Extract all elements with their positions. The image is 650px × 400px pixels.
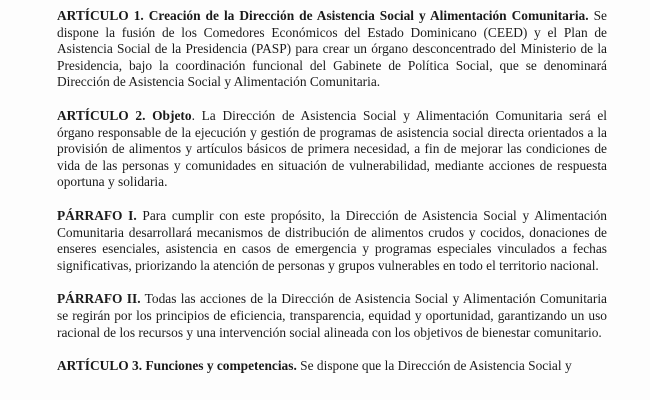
articulo-2-heading: ARTÍCULO 2. Objeto bbox=[57, 107, 192, 123]
articulo-1-text: Se dispone la fusión de los Comedores Económicos del Estado Dominicano (CEED) y el Plan de Asistencia Social de la Presidencia (PASP) para crear un órgano desconcentrado del Ministerio de la Presidencia, bajo la coordinación funcional del Gabinete de Política Social, que se denominará Dirección de Asistencia Social y Alimentación Comunitaria. bbox=[57, 8, 607, 90]
parrafo-2 bbox=[57, 291, 607, 341]
document-body bbox=[57, 8, 607, 375]
parrafo-1-text: Para cumplir con este propósito, la Dirección de Asistencia Social y Alimentación Comunitaria desarrollará mecanismos de distribución de alimentos crudos y cocidos, donaciones de enseres esenciales, asistencia en casos de emergencia y programas especiales vinculados a fechas significativas, priorizando la atención de personas y grupos vulnerables en todo el territorio nacional. bbox=[57, 207, 607, 273]
parrafo-1-heading: PÁRRAFO I. bbox=[57, 207, 137, 223]
articulo-3 bbox=[57, 358, 607, 375]
articulo-2 bbox=[57, 108, 607, 191]
articulo-1-heading: ARTÍCULO 1. Creación de la Dirección de Asistencia Social y Alimentación Comunitaria. bbox=[57, 8, 589, 23]
parrafo-2-text: Todas las acciones de la Dirección de Asistencia Social y Alimentación Comunitaria se regirán por los principios de eficiencia, transparencia, equidad y oportunidad, garantizando un uso racional de los recursos y una intervención social alineada con los objetivos de bienestar comunitario. bbox=[57, 291, 607, 340]
parrafo-1 bbox=[57, 208, 607, 274]
articulo-3-text: Se dispone que la Dirección de Asistencia Social y bbox=[296, 358, 572, 374]
articulo-1 bbox=[57, 8, 607, 91]
articulo-2-text: . La Dirección de Asistencia Social y Alimentación Comunitaria será el órgano responsable de la ejecución y gestión de programas de asistencia social directa orientados a la provisión de alimentos y artículos básicos de primera necesidad, a fin de mejorar las condiciones de vida de las personas y comunidades en situación de vulnerabilidad, mediante acciones de respuesta oportuna y solidaria. bbox=[57, 107, 608, 190]
articulo-3-heading: ARTÍCULO 3. Funciones y competencias. bbox=[57, 358, 297, 374]
parrafo-2-heading: PÁRRAFO II. bbox=[57, 291, 141, 307]
